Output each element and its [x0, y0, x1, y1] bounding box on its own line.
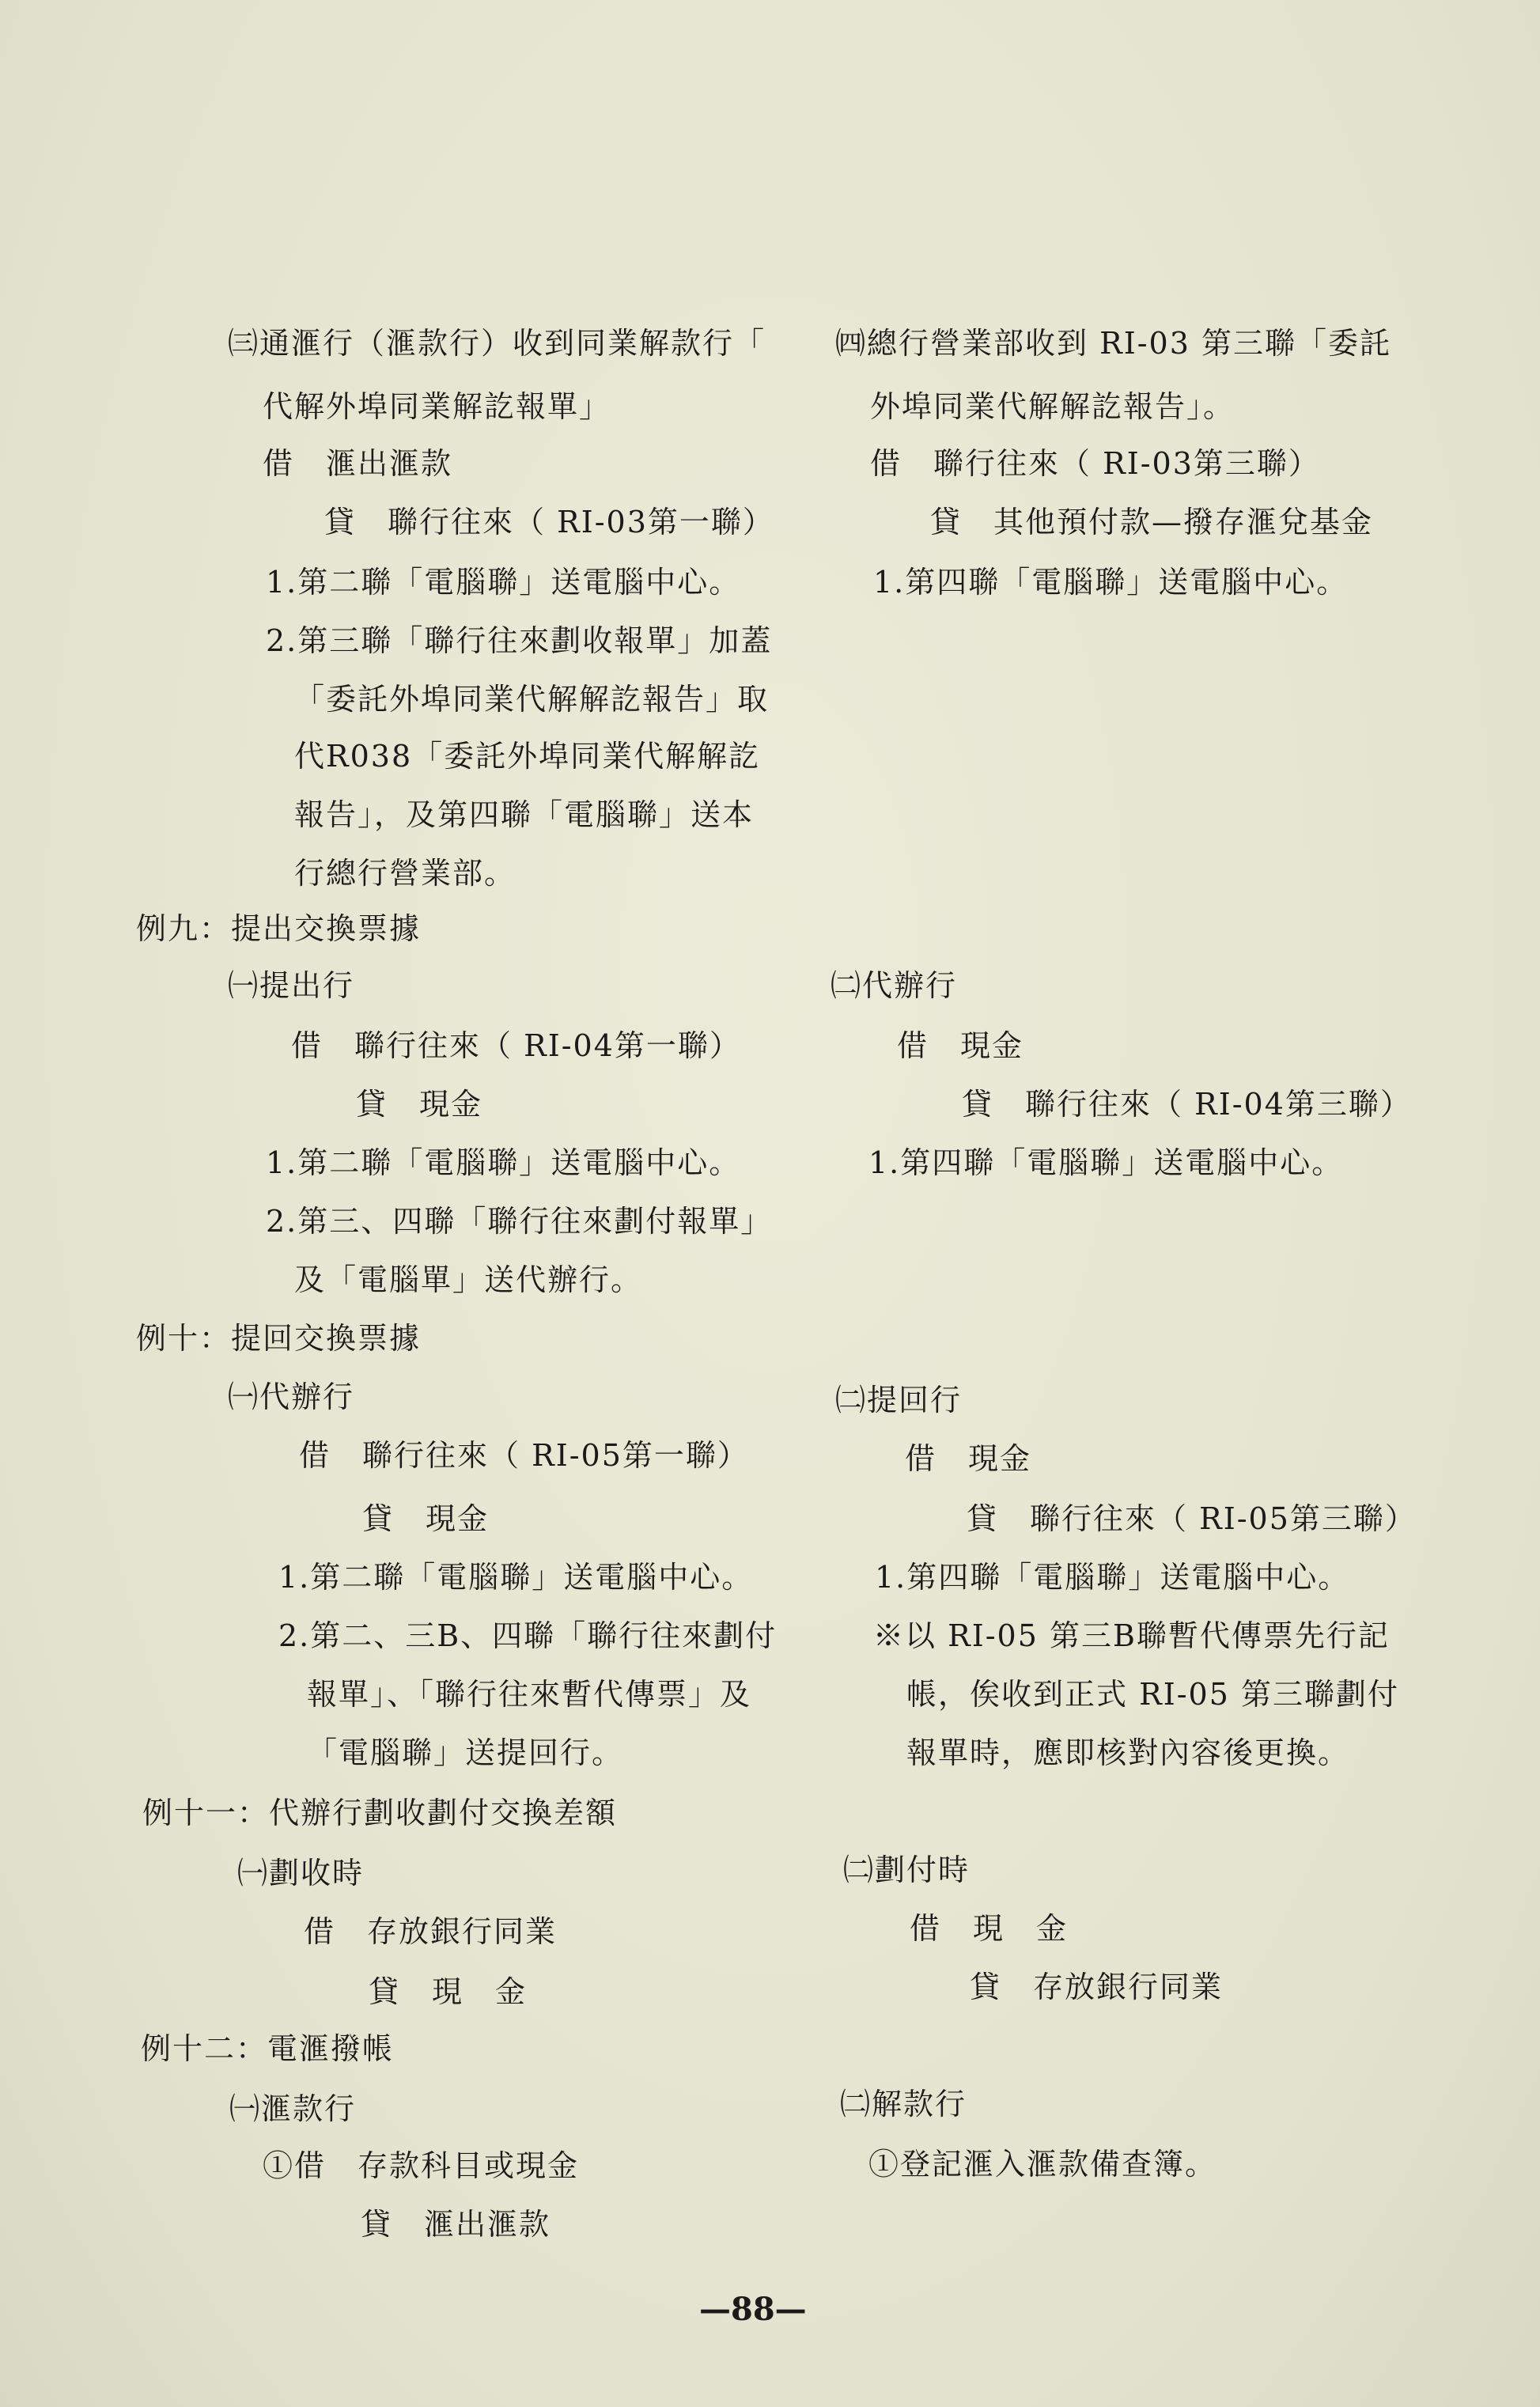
text-line: 帳，俟收到正式 RI-05 第三聯劃付: [906, 1677, 1399, 1712]
section-heading: 例九：提出交換票據: [136, 911, 422, 946]
text-line: ㈠劃收時: [237, 1856, 365, 1890]
text-line: ㈡提回行: [835, 1383, 963, 1417]
text-line: 借 聯行往來（ RI-04第一聯）: [291, 1028, 741, 1063]
text-line: 1.第二聯「電腦聯」送電腦中心。: [266, 565, 741, 600]
text-line: ㈡代辦行: [831, 968, 958, 1003]
text-line: 貸 其他預付款—撥存滙兌基金: [930, 505, 1374, 539]
text-line: 報告」，及第四聯「電腦聯」送本: [294, 797, 755, 832]
text-line: ㈣總行營業部收到 RI-03 第三聯「委託: [835, 326, 1391, 361]
text-line: ①借 存款科目或現金: [263, 2148, 580, 2183]
section-heading: 例十二：電滙撥帳: [141, 2031, 395, 2066]
text-line: 貸 現 金: [369, 1974, 528, 2009]
text-line: 1.第四聯「電腦聯」送電腦中心。: [873, 565, 1349, 600]
text-line: 及「電腦單」送代辦行。: [294, 1262, 643, 1297]
text-line: 貸 存放銀行同業: [970, 1970, 1224, 2004]
text-line: 1.第四聯「電腦聯」送電腦中心。: [875, 1560, 1350, 1595]
text-line: 2.第二、三B、四聯「聯行往來劃付: [278, 1618, 778, 1653]
text-line: ※以 RI-05 第三B聯暫代傳票先行記: [873, 1618, 1390, 1653]
text-line: 外埠同業代解解訖報告」。: [870, 389, 1235, 424]
text-line: 借 滙出滙款: [263, 446, 453, 481]
text-line: 貸 聯行往來（ RI-04第三聯）: [962, 1087, 1412, 1122]
text-line: 貸 滙出滙款: [361, 2207, 551, 2242]
text-line: 「委託外埠同業代解解訖報告」取: [294, 682, 770, 717]
text-line: 代R038「委託外埠同業代解解訖: [294, 739, 761, 774]
section-heading: 例十：提回交換票據: [136, 1321, 422, 1356]
text-line: 1.第四聯「電腦聯」送電腦中心。: [868, 1145, 1344, 1180]
text-line: 借 現金: [905, 1441, 1032, 1476]
text-line: 1.第二聯「電腦聯」送電腦中心。: [278, 1560, 754, 1595]
text-line: 2.第三聯「聯行往來劃收報單」加蓋: [266, 623, 773, 658]
text-line: ㈡解款行: [840, 2087, 967, 2121]
text-line: 借 現 金: [910, 1911, 1069, 1946]
text-line: 貸 現金: [356, 1087, 483, 1122]
text-line: 「電腦聯」送提回行。: [307, 1735, 624, 1770]
text-line: ㈠滙款行: [229, 2091, 357, 2126]
text-line: 貸 現金: [362, 1501, 490, 1536]
text-line: 報單時，應即核對內容後更換。: [906, 1735, 1350, 1770]
text-line: 貸 聯行往來（ RI-05第三聯）: [967, 1501, 1417, 1536]
text-line: ㈡劃付時: [843, 1853, 971, 1887]
page-number: —88—: [699, 2291, 807, 2328]
text-line: ㈠提出行: [228, 968, 355, 1003]
text-line: 2.第三、四聯「聯行往來劃付報單」: [266, 1204, 773, 1239]
text-line: 借 現金: [897, 1028, 1024, 1063]
text-line: 借 存放銀行同業: [304, 1914, 558, 1949]
text-line: 代解外埠同業解訖報單」: [263, 389, 611, 424]
text-line: 貸 聯行往來（ RI-03第一聯）: [324, 505, 774, 539]
text-line: ①登記滙入滙款備查簿。: [868, 2147, 1217, 2182]
text-line: 行總行營業部。: [294, 856, 516, 891]
text-line: ㈠代辦行: [228, 1379, 355, 1414]
text-line: 1.第二聯「電腦聯」送電腦中心。: [266, 1145, 741, 1180]
text-line: 借 聯行往來（ RI-03第三聯）: [870, 446, 1320, 481]
section-heading: 例十一：代辦行劃收劃付交換差額: [142, 1796, 618, 1830]
text-line: 借 聯行往來（ RI-05第一聯）: [299, 1438, 749, 1473]
text-line: ㈢通滙行（滙款行）收到同業解款行「: [228, 326, 766, 361]
text-line: 報單」、「聯行往來暫代傳票」及: [307, 1677, 752, 1712]
